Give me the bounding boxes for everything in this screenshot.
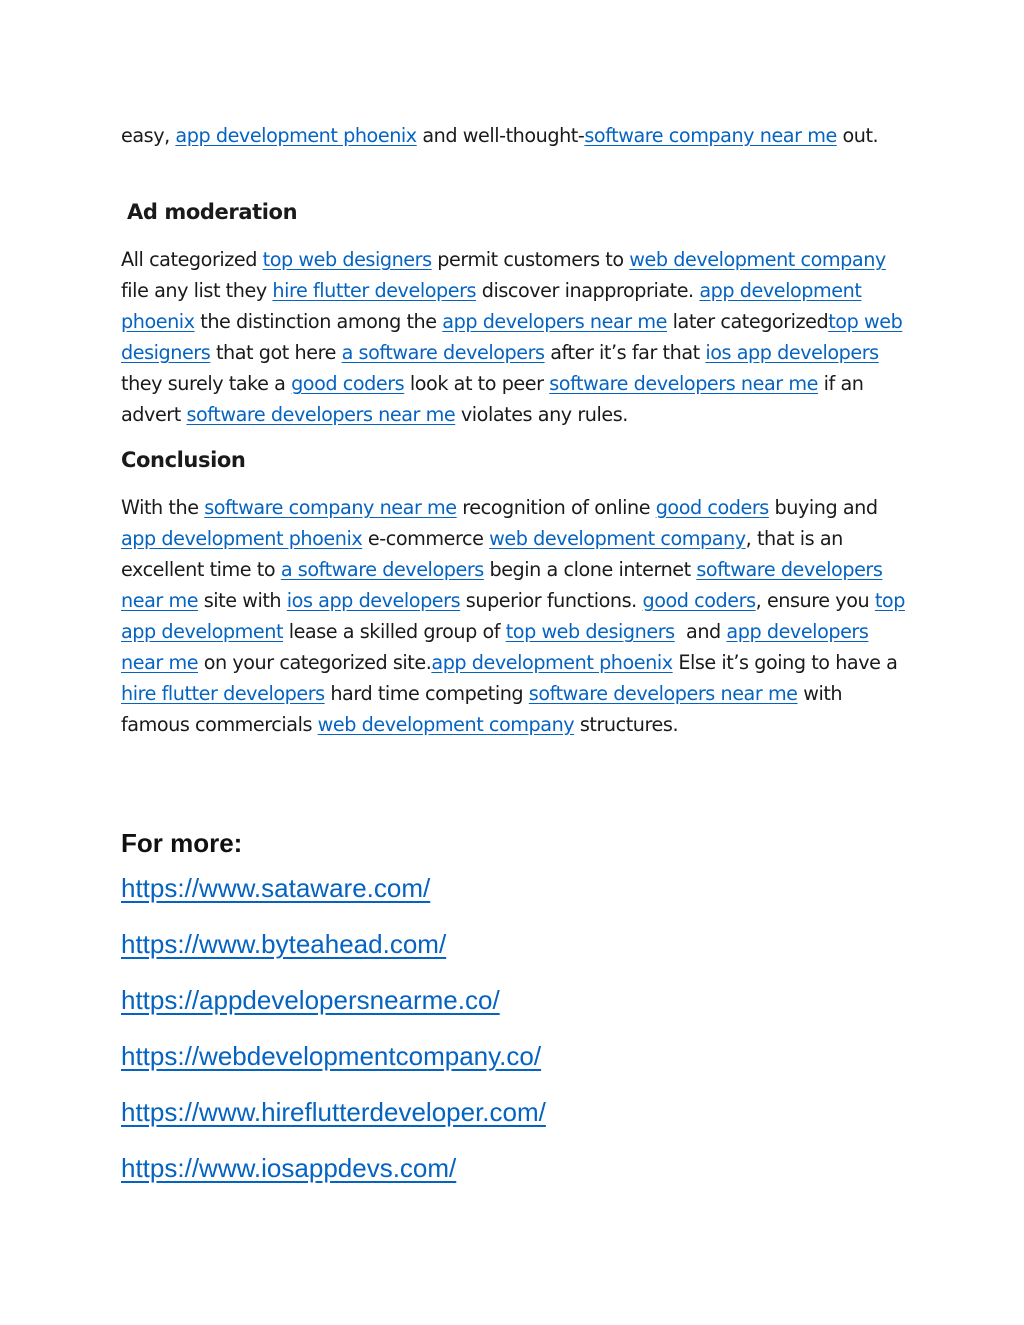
- intro-text: and well-thought-: [416, 124, 585, 147]
- link-hireflutterdeveloper[interactable]: https://www.hireflutterdeveloper.com/: [121, 1097, 546, 1127]
- paragraph-text: later categorized: [667, 310, 829, 333]
- ad-moderation-paragraph: [121, 244, 911, 430]
- link-app-development-phoenix[interactable]: app development phoenix: [431, 651, 673, 674]
- link-software-developers-near-me[interactable]: software developers near me: [186, 403, 456, 426]
- link-app-developers-near-me[interactable]: app developers near me: [121, 620, 869, 674]
- link-top-web-designers[interactable]: top web designers: [262, 248, 432, 271]
- link-software-company-near-me[interactable]: software company near me: [204, 496, 457, 519]
- paragraph-text: violates any rules.: [455, 403, 628, 426]
- link-ios-app-developers[interactable]: ios app developers: [705, 341, 879, 364]
- conclusion-paragraph: [121, 492, 911, 740]
- paragraph-text: that got here: [210, 341, 342, 364]
- paragraph-text: lease a skilled group of: [283, 620, 506, 643]
- link-web-development-company[interactable]: web development company: [629, 248, 886, 271]
- heading-for-more: For more:: [121, 828, 243, 858]
- link-good-coders[interactable]: good coders: [291, 372, 405, 395]
- heading-ad-moderation: Ad moderation: [127, 200, 298, 224]
- paragraph-text: with famous commercials: [121, 682, 843, 736]
- link-app-development-phoenix[interactable]: app development phoenix: [121, 527, 363, 550]
- paragraph-text: on your categorized site.: [198, 651, 432, 674]
- link-hire-flutter-developers[interactable]: hire flutter developers: [121, 682, 325, 705]
- link-byteahead[interactable]: https://www.byteahead.com/: [121, 929, 447, 959]
- paragraph-text: With the: [121, 496, 205, 519]
- link-software-developers-near-me[interactable]: software developers near me: [121, 558, 883, 612]
- paragraph-text: look at to peer: [404, 372, 550, 395]
- link-a-software-developers[interactable]: a software developers: [341, 341, 545, 364]
- intro-paragraph: [121, 120, 911, 151]
- link-ios-app-developers[interactable]: ios app developers: [286, 589, 461, 612]
- paragraph-text: structures.: [574, 713, 679, 736]
- paragraph-text: Else it’s going to have a: [672, 651, 898, 674]
- paragraph-text: , ensure you: [755, 589, 875, 612]
- paragraph-text: if an advert: [121, 372, 864, 426]
- link-top-app-development[interactable]: top app development: [121, 589, 905, 643]
- paragraph-text: hard time competing: [324, 682, 529, 705]
- paragraph-text: file any list they: [121, 279, 273, 302]
- link-iosappdevs[interactable]: https://www.iosappdevs.com/: [121, 1153, 457, 1183]
- link-appdevelopersnearme[interactable]: https://appdevelopersnearme.co/: [121, 985, 500, 1015]
- paragraph-text: recognition of online: [456, 496, 656, 519]
- paragraph-text: the distinction among the: [194, 310, 443, 333]
- paragraph-text: they surely take a: [121, 372, 292, 395]
- paragraph-text: and: [674, 620, 727, 643]
- link-app-development-phoenix[interactable]: app development phoenix: [121, 279, 862, 333]
- link-top-web-designers[interactable]: top web designers: [505, 620, 675, 643]
- link-software-developers-near-me[interactable]: software developers near me: [549, 372, 818, 395]
- link-top-web-designers[interactable]: top web designers: [121, 310, 903, 364]
- link-webdevelopmentcompany[interactable]: https://webdevelopmentcompany.co/: [121, 1041, 542, 1071]
- link-good-coders[interactable]: good coders: [655, 496, 769, 519]
- link-app-developers-near-me[interactable]: app developers near me: [442, 310, 667, 333]
- link-software-developers-near-me[interactable]: software developers near me: [528, 682, 798, 705]
- paragraph-text: All categorized: [121, 248, 263, 271]
- link-app-development-phoenix[interactable]: app development phoenix: [175, 124, 417, 147]
- link-sataware[interactable]: https://www.sataware.com/: [121, 873, 431, 903]
- paragraph-text: discover inappropriate.: [476, 279, 700, 302]
- intro-text: easy,: [121, 124, 176, 147]
- intro-text: out.: [836, 124, 879, 147]
- paragraph-text: , that is an excellent time to: [121, 527, 843, 581]
- paragraph-text: e-commerce: [362, 527, 490, 550]
- link-web-development-company[interactable]: web development company: [317, 713, 575, 736]
- link-hire-flutter-developers[interactable]: hire flutter developers: [272, 279, 477, 302]
- paragraph-text: superior functions.: [460, 589, 643, 612]
- link-good-coders[interactable]: good coders: [642, 589, 756, 612]
- heading-conclusion: Conclusion: [121, 448, 246, 472]
- paragraph-text: site with: [198, 589, 287, 612]
- link-web-development-company[interactable]: web development company: [489, 527, 746, 550]
- paragraph-text: permit customers to: [431, 248, 630, 271]
- paragraph-text: after it’s far that: [544, 341, 706, 364]
- paragraph-text: begin a clone internet: [483, 558, 697, 581]
- link-a-software-developers[interactable]: a software developers: [280, 558, 484, 581]
- paragraph-text: buying and: [768, 496, 878, 519]
- link-software-company-near-me[interactable]: software company near me: [584, 124, 837, 147]
